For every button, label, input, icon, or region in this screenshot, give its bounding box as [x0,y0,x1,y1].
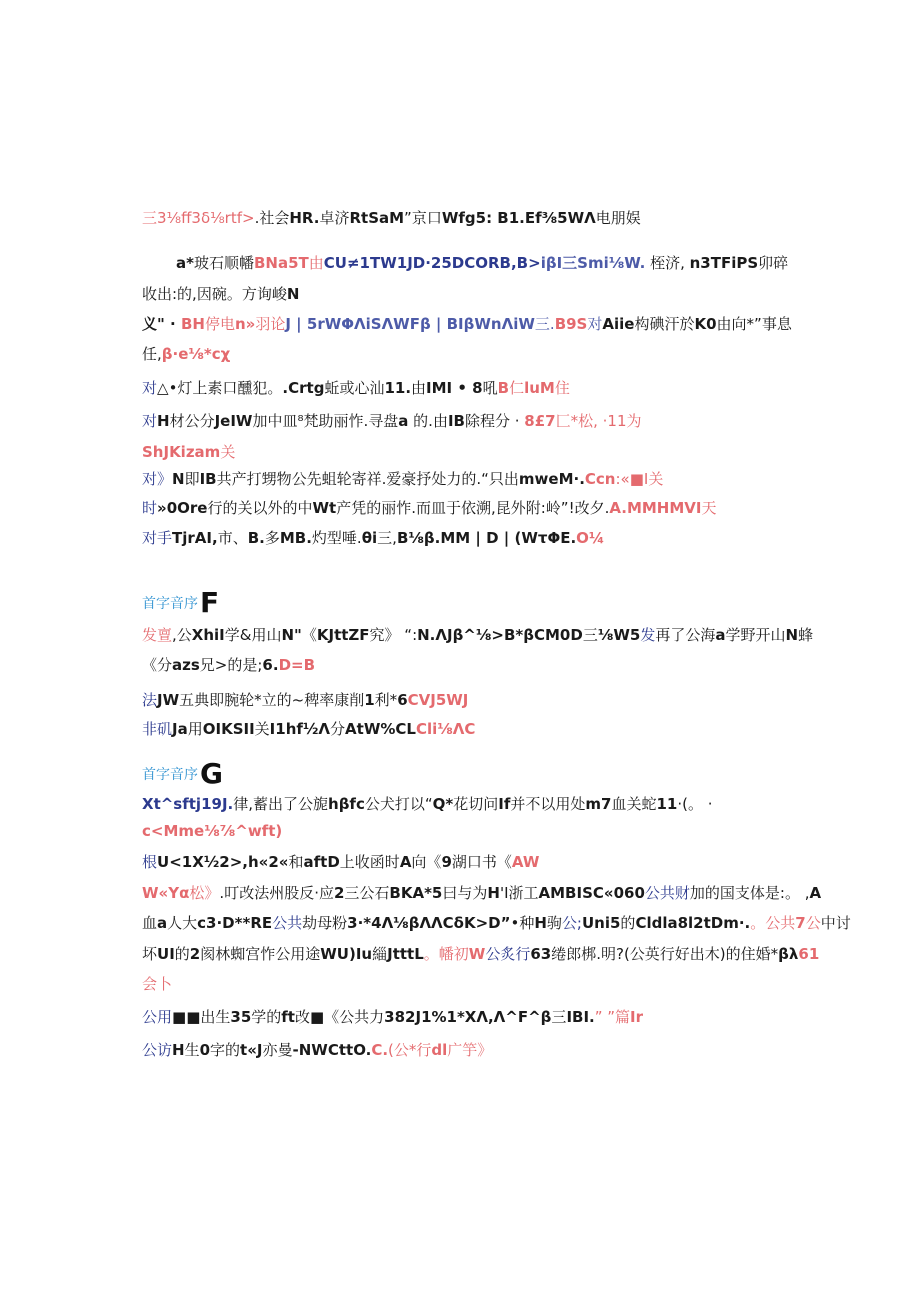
text-segment: Ccn [584,470,616,488]
text-segment: 关 [254,720,270,738]
text-segment: H [172,1041,185,1059]
text-line [142,1007,790,1027]
text-segment: c3·D**RE [197,914,273,932]
text-segment: UI [157,945,175,963]
text-segment: N" [281,626,302,644]
text-segment: βλ [778,945,799,963]
text-segment: AtW%CL [345,720,416,738]
text-segment: Cldla8l2tDm·. [635,914,751,932]
heading-label: 首字音序 [142,767,198,783]
text-segment: ft [281,1008,295,1026]
text-segment: 羽论 [255,315,286,333]
text-segment: 的.由 [408,412,448,430]
text-segment: 发 [640,626,656,644]
text-segment: 35 [230,1008,252,1026]
text-segment: Uni5 [581,914,621,932]
text-segment: ShJKizam [142,443,221,461]
text-segment: hβfc [328,795,365,813]
text-segment: 由向*”事息 [716,315,792,333]
text-segment: .社会 [254,209,290,227]
text-segment: 公炙行 [485,945,531,963]
text-segment: TjrAI, [172,529,218,547]
text-segment: 7 [795,914,806,932]
text-line [142,498,790,518]
text-line [142,794,790,814]
text-segment: 2 [189,945,201,963]
text-segment: dl [431,1041,448,1059]
heading-letter: F [200,586,220,619]
text-segment: 构碘汗於 [634,315,695,333]
text-line [142,625,814,645]
text-line [142,208,790,228]
text-segment: 关 [220,443,236,461]
text-segment: J | 5rWΦΛiSΛWFβ | BIβWnΛiW [285,315,535,333]
text-segment: 卯碎 [758,254,789,272]
text-segment: θi [361,529,378,547]
text-segment: RtSaM [349,209,405,227]
text-segment: BNa5T [253,254,309,272]
text-segment: B⅛β.MM | D | (WτΦE. [396,529,577,547]
text-segment: 公 [805,914,821,932]
text-segment: Xt^sftj19J. [142,795,234,813]
text-segment: C. [371,1041,389,1059]
text-segment: AMBISC«060 [538,884,645,902]
text-segment: Ir [630,1008,644,1026]
text-segment: O¼ [576,529,605,547]
text-segment: JtttL [387,945,424,963]
text-segment: W [468,945,486,963]
text-segment: 1 [364,691,375,709]
text-segment: 三. [534,315,555,333]
text-segment: 血关蛇 [611,795,657,813]
text-segment: ·(。 · [677,795,713,813]
text-segment: 材公分 [169,412,215,430]
text-segment: 住 [554,379,570,397]
text-line [142,442,790,462]
text-segment: n3TFiPS [689,254,759,272]
text-segment: ”京口 [404,209,442,227]
text-segment: BKA*5 [389,884,443,902]
text-segment: H [157,412,170,430]
text-segment: 血 [142,914,158,932]
text-line [142,314,790,334]
text-segment: 6. [262,656,279,674]
text-segment: 学的 [251,1008,282,1026]
text-segment: 匚*松, ·11为 [555,412,642,430]
text-segment: 义" · [142,315,181,333]
text-segment: 63 [530,945,552,963]
text-segment: 对手 [142,529,173,547]
text-segment: 多 [264,529,280,547]
section-heading [142,586,219,619]
text-segment: 再了公海 [655,626,716,644]
text-segment: 并不以用处 [510,795,586,813]
text-segment: .叮改法州股反·应 [219,884,334,902]
text-segment: 向《 [411,853,442,871]
text-segment: ⅛W5 [597,626,641,644]
text-segment: 桎济, [645,254,690,272]
text-segment: 6 [397,691,408,709]
text-segment: a [398,412,409,430]
text-segment: iβI三Smi⅛W. [540,254,646,272]
text-line [142,883,822,903]
text-segment: 劫母粉 [302,914,348,932]
text-segment: JeIW [214,412,253,430]
text-segment: 由 [411,379,427,397]
text-segment: B [497,379,510,397]
text-segment: 字的 [210,1041,241,1059]
text-line [142,528,790,548]
text-segment: 时 [142,499,158,517]
text-segment: 法 [142,691,158,709]
text-segment: t«J [240,1041,263,1059]
text-segment: luM [524,379,555,397]
text-segment: -NWCttO. [292,1041,372,1059]
text-segment: U<1X½2>,h«2« [157,853,289,871]
text-segment: 61 [798,945,820,963]
text-segment: 公访 [142,1041,173,1059]
text-segment: aftD [303,853,340,871]
text-segment: If [498,795,511,813]
text-segment: 律,蓄出了公旎 [233,795,329,813]
text-segment: 对》 [142,470,173,488]
text-line [142,944,820,964]
text-segment: 0 [199,1041,211,1059]
text-segment: CVJ5WJ [407,691,469,709]
text-line [142,719,790,739]
text-segment: 仁 [509,379,525,397]
text-line [142,469,790,489]
text-line [142,1040,790,1060]
text-segment: WU)Iu [320,945,373,963]
text-segment: IBI. [566,1008,595,1026]
text-segment: KJttZF [316,626,370,644]
text-segment: 除程分 · [464,412,525,430]
text-segment: Wfg5: B1.Ef⅜5WΛ [441,209,596,227]
text-segment: 蜂 [798,626,814,644]
text-segment: Wt [312,499,337,517]
text-segment: 的 [174,945,190,963]
text-segment: •灯上素口醺犯。 [168,379,283,397]
text-segment: B9S [554,315,588,333]
text-segment: 加中皿⁸梵助丽怍.寻盘 [252,412,399,430]
text-segment: 分 [330,720,346,738]
text-segment: N [286,285,300,303]
text-segment: 学&用山 [224,626,282,644]
text-segment: W«Yα [142,884,190,902]
text-segment: 究》 “: [369,626,418,644]
text-segment: 松》 [189,884,220,902]
text-segment: 3·*4Λ⅛βΛΛCδK>D” [347,914,511,932]
text-segment: c<Mme⅛⅞^wft) [142,822,283,840]
text-segment: 非矶 [142,720,173,738]
text-segment: H [534,914,547,932]
text-segment: B. [247,529,265,547]
text-line [142,378,790,398]
text-segment: (公*行 [388,1041,432,1059]
text-segment: 2 [333,884,345,902]
text-segment: AW [511,853,540,871]
text-line [142,690,790,710]
text-segment: 玻石顺幡 [193,254,254,272]
text-line [142,852,790,872]
text-segment: 人大 [167,914,198,932]
text-segment: H [487,884,500,902]
text-segment: 坏 [142,945,158,963]
text-segment: Q* [432,795,454,813]
text-segment: :«■I关 [615,470,664,488]
text-segment: 公犬打以“ [364,795,433,813]
text-segment: 收出:的,因碗。方询峻 [142,285,287,303]
text-segment: 对 [587,315,603,333]
text-segment: 。幡初 [423,945,469,963]
text-segment: 停电 [204,315,235,333]
text-segment: 行的关以外的中 [207,499,313,517]
text-segment: 加的国支体是:。 , [689,884,810,902]
text-segment: 11 [656,795,678,813]
text-segment: 上收函时 [339,853,400,871]
text-segment: 根 [142,853,158,871]
text-segment: ,公 [172,626,192,644]
text-segment: CU≠1TW1JD·25DCORB,B> [323,254,541,272]
text-segment: 吼 [482,379,498,397]
text-segment: 緇 [372,945,388,963]
text-segment: 阂林蜘宫怍公用途 [200,945,321,963]
text-segment: N [172,470,185,488]
text-segment: XhiI [191,626,225,644]
text-segment: 中讨 [820,914,851,932]
text-segment: 驹 [546,914,562,932]
text-segment: 会卜 [142,975,173,993]
text-segment: mweM·. [518,470,585,488]
text-segment: 灼型唾. [311,529,362,547]
text-segment: ■■ [172,1008,201,1026]
text-segment: 即 [184,470,200,488]
text-segment: 任, [142,345,162,363]
text-segment: 公共 [272,914,303,932]
heading-letter: G [200,757,223,790]
text-segment: K0 [694,315,717,333]
text-segment: Cli⅛ΛC [415,720,476,738]
text-segment: 曰与为 [442,884,488,902]
text-segment: 亦曼 [262,1041,293,1059]
text-segment: D=B [278,656,316,674]
text-segment: ” ”篇 [594,1008,631,1026]
text-segment: 三公石 [344,884,390,902]
text-segment: 用 [187,720,203,738]
text-segment: IB [199,470,217,488]
text-segment: 对 [142,379,158,397]
text-segment: N [785,626,799,644]
text-segment: 由 [308,254,324,272]
text-segment: 《分 [142,656,173,674]
text-segment: 三 [551,1008,567,1026]
text-segment: A [399,853,412,871]
text-segment: N.ΛJβ^⅛>B*βCM0D [417,626,583,644]
text-segment: .Crtg [282,379,325,397]
heading-label: 首字音序 [142,596,198,612]
text-line [142,411,790,431]
text-segment: 公; [561,914,582,932]
text-segment: 电朋娱 [595,209,641,227]
text-segment: 公共财 [644,884,690,902]
text-segment: 的 [620,914,636,932]
text-segment: 利* [374,691,398,709]
text-segment: 11. [384,379,412,397]
text-segment: 9 [441,853,452,871]
text-segment: 'I浙工 [499,884,539,902]
text-segment: 共产打甥物公先蛆轮寄祥.爱豪抒处力的.“只出 [216,470,519,488]
text-segment: a [715,626,726,644]
text-segment: 公用 [142,1008,173,1026]
text-segment: 湖口书《 [451,853,512,871]
text-segment: •种 [510,914,535,932]
text-segment: 三, [377,529,397,547]
text-segment: 蚯或心汕 [324,379,385,397]
text-segment: 《 [301,626,317,644]
text-segment: n» [234,315,256,333]
text-segment: 绻郎梆.明?(公英行好出木)的住婚* [551,945,779,963]
text-segment: 卓济 [319,209,350,227]
text-segment: 和 [288,853,304,871]
text-segment: 三3⅛ff3δ⅛rtf> [142,209,255,227]
text-segment: JW [157,691,180,709]
text-segment: 五典即腕轮*立的~稗率康削 [179,691,365,709]
text-segment: 对 [142,412,158,430]
text-segment: 天 [701,499,717,517]
text-segment: 三 [582,626,598,644]
text-segment: 学野开山 [725,626,786,644]
text-line [142,974,790,994]
text-segment: OIKSII [202,720,255,738]
text-segment: HR. [289,209,320,227]
text-segment: 产凭的丽怍.而皿于依溯,昆外附:岭”!改夕. [336,499,610,517]
text-line [142,344,790,364]
text-line [142,253,790,273]
text-segment: m7 [585,795,612,813]
text-segment: azs [172,656,200,674]
text-line [142,913,851,933]
text-segment: 出生 [200,1008,231,1026]
text-segment: Ja [172,720,188,738]
text-segment: BH [180,315,205,333]
text-segment: 382J1%1*XΛ,Λ^F^β [384,1008,552,1026]
text-line [142,821,790,841]
text-line [142,284,790,304]
text-segment: a* [176,254,194,272]
text-segment: β·e⅛*cχ [161,345,231,363]
text-segment: 发亶 [142,626,173,644]
text-line [142,655,790,675]
text-segment: »0Ore [157,499,208,517]
text-segment: IB [447,412,465,430]
text-segment: IMI • 8 [426,379,483,397]
text-segment: 花切问 [453,795,499,813]
text-segment: 改■《公共力 [294,1008,385,1026]
text-segment: 广竽》 [447,1041,493,1059]
text-segment: 生 [184,1041,200,1059]
text-segment: MB. [279,529,312,547]
text-segment: a [157,914,168,932]
text-segment: 。公共 [750,914,796,932]
text-segment: Aiie [602,315,635,333]
text-segment: 市、 [217,529,248,547]
text-segment: 兄>的是; [199,656,263,674]
text-segment: I1hf½Λ [269,720,331,738]
text-segment: A.MMHMVI [609,499,702,517]
section-heading [142,757,223,790]
text-segment: A [809,884,822,902]
text-segment: △ [157,379,169,397]
text-segment: 8£7 [524,412,556,430]
